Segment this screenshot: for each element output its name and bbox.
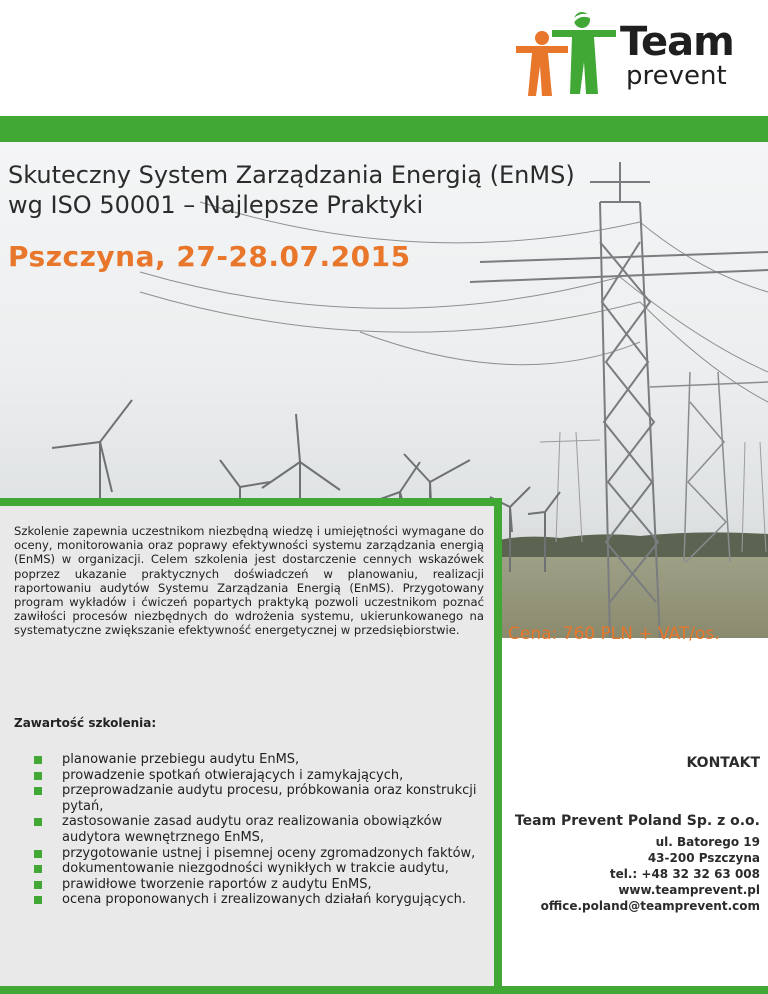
contact-website-link[interactable]: www.teamprevent.pl: [618, 883, 760, 897]
logo-line-2: prevent: [626, 61, 727, 91]
team-prevent-logo: [512, 6, 762, 106]
list-item: dokumentowanie niezgodności wynikłych w trakcie audytu,: [34, 861, 479, 877]
contact-email-link[interactable]: office.poland@teamprevent.com: [540, 899, 760, 913]
list-item: przeprowadzanie audytu procesu, próbkowania oraz konstrukcji pytań,: [34, 783, 479, 814]
bottom-green-bar: [0, 986, 768, 994]
contact-city: 43-200 Pszczyna: [647, 851, 760, 865]
course-content-heading: Zawartość szkolenia:: [14, 716, 157, 730]
list-item: przygotowanie ustnej i pisemnej oceny zgromadzonych faktów,: [34, 846, 479, 862]
top-green-bar: [0, 116, 768, 142]
course-date-location: Pszczyna, 27-28.07.2015: [8, 240, 411, 273]
contact-street: ul. Batorego 19: [655, 835, 760, 849]
course-content-list: [34, 752, 479, 908]
contact-heading: KONTAKT: [686, 755, 760, 771]
course-title-line-2: wg ISO 50001 – Najlepsze Praktyki: [8, 191, 424, 219]
course-description: Szkolenie zapewnia uczestnikom niezbędną wiedzę i umiejętności wymagane do oceny, monitorowania oraz poprawy efektywności systemu zarządzania energią (EnMS) w organizacji. Celem szkolenia jest dostarczenie cennych wskazówek poprzez ukazanie praktycznych doświadczeń w planowaniu, realizacji raportowaniu audytów Systemu Zarządzania Energią (EnMS). Przygotowany program wykładów i ćwiczeń popartych praktyką pozwoli uczestnikom poznać zawiłości procesów niezbędnych do wdrożenia systemu, ukierunkowanego na systematyczne zwiększanie efektywność energetycznej w przedsiębiorstwie.: [14, 524, 484, 638]
contact-details: [541, 834, 760, 914]
price-label: Cena: 760 PLN + VAT/os.: [508, 624, 720, 644]
list-item: planowanie przebiegu audytu EnMS,: [34, 752, 479, 768]
list-item: zastosowanie zasad audytu oraz realizowania obowiązków audytora wewnętrznego EnMS,: [34, 814, 479, 845]
people-logo-icon: [512, 6, 622, 106]
logo-wordmark: [620, 19, 734, 91]
header: [0, 0, 768, 116]
course-title: [8, 160, 708, 220]
company-name: Team Prevent Poland Sp. z o.o.: [514, 813, 760, 829]
course-title-line-1: Skuteczny System Zarządzania Energią (EnMS): [8, 161, 575, 189]
list-item: ocena proponowanych i zrealizowanych działań korygujących.: [34, 892, 479, 908]
contact-phone: tel.: +48 32 32 63 008: [609, 867, 760, 881]
list-item: prawidłowe tworzenie raportów z audytu EnMS,: [34, 877, 479, 893]
list-item: prowadzenie spotkań otwierających i zamykających,: [34, 768, 479, 784]
logo-line-1: Team: [620, 19, 734, 65]
